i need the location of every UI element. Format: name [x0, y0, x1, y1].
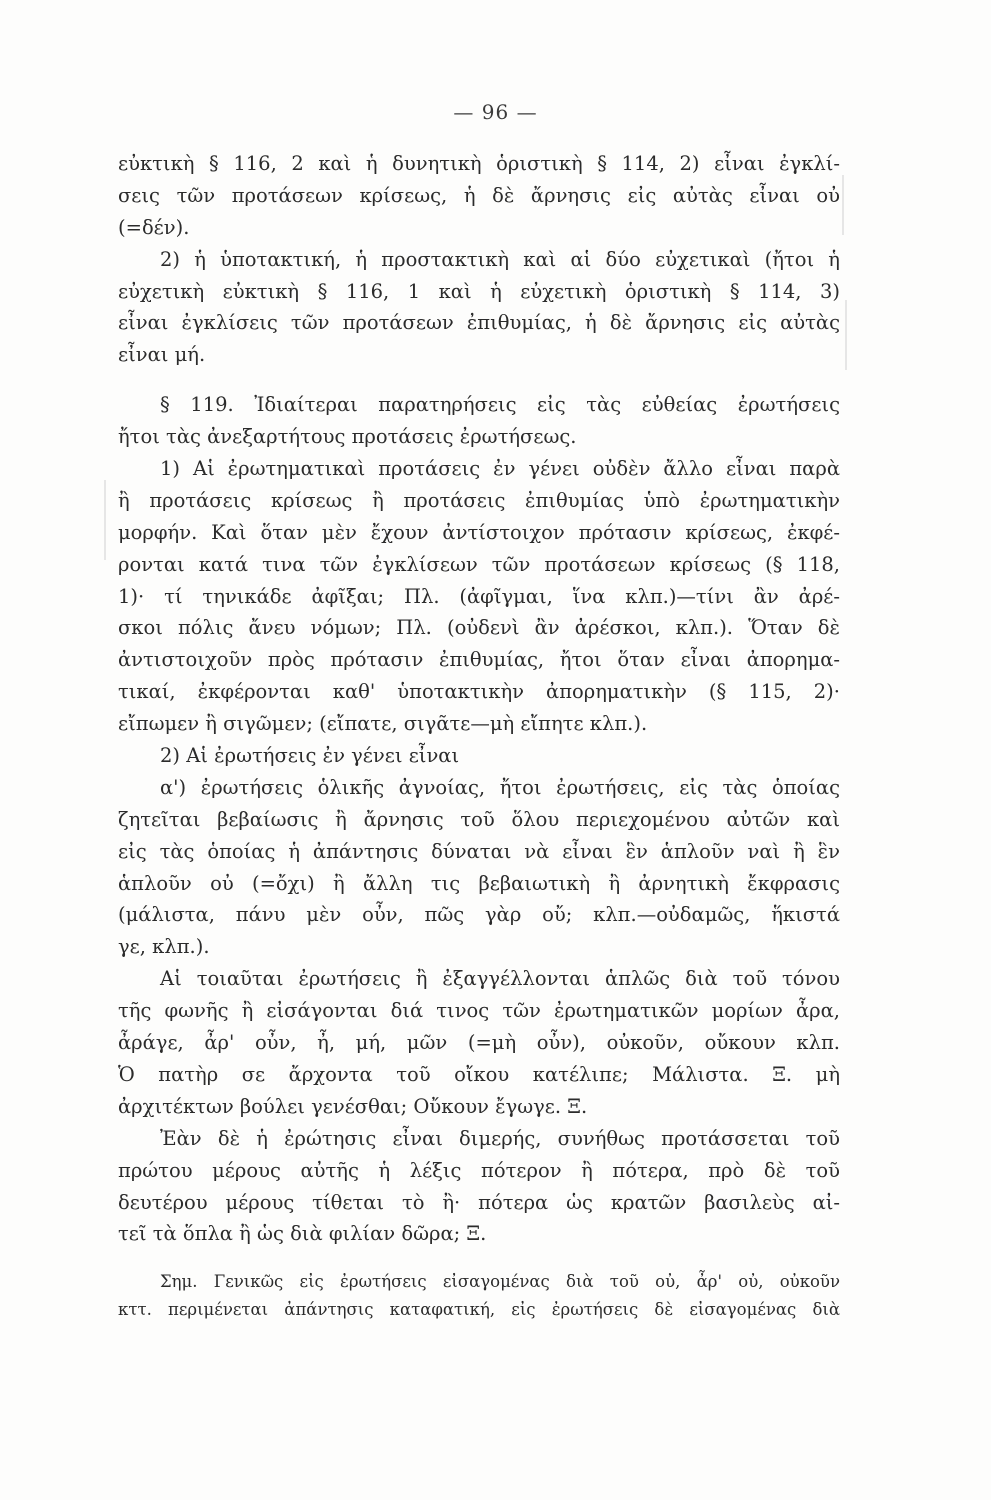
- text-line: πρώτου μέρους αὐτῆς ἡ λέξις πότερον ἢ πότερα, πρὸ δὲ τοῦ: [118, 1158, 840, 1182]
- footnote-line: Σημ. Γενικῶς εἰς ἐρωτήσεις εἰσαγομένας διὰ τοῦ οὐ, ἆρ' οὐ, οὐκοῦν: [160, 1272, 840, 1292]
- text-line: εἴπωμεν ἢ σιγῶμεν; (εἴπατε, σιγᾶτε—μὴ εἴπητε κλπ.).: [118, 712, 648, 736]
- text-line: μορφήν. Καὶ ὅταν μὲν ἔχουν ἀντίστοιχον πρότασιν κρίσεως, ἐκφέ-: [118, 520, 840, 544]
- text-line: 1)· τί τηνικάδε ἀφῖξαι; Πλ. (ἀφῖγμαι, ἵνα κλπ.)—τίνι ἂν ἀρέ-: [118, 584, 840, 608]
- text-line: ρονται κατά τινα τῶν ἐγκλίσεων τῶν προτάσεων κρίσεως (§ 118,: [118, 552, 840, 576]
- text-line: ἢ προτάσεις κρίσεως ἢ προτάσεις ἐπιθυμίας ὑπὸ ἐρωτηματικὴν: [118, 488, 840, 512]
- page-number: — 96 —: [453, 100, 538, 124]
- section-heading: § 119. Ἰδιαίτεραι παρατηρήσεις εἰς τὰς εὐθείας ἐρωτήσεις: [160, 393, 840, 417]
- text-line: ἀρχιτέκτων βούλει γενέσθαι; Οὔκουν ἔγωγε. Ξ.: [118, 1094, 588, 1118]
- footnote-line: κττ. περιμένεται ἀπάντησις καταφατική, εἰς ἐρωτήσεις δὲ εἰσαγομένας διὰ: [118, 1300, 840, 1320]
- text-line: 2) ἡ ὑποτακτική, ἡ προστακτικὴ καὶ αἱ δύο εὐχετικαὶ (ἤτοι ἡ: [160, 247, 840, 271]
- text-line: εὐχετικὴ εὐκτικὴ § 116, 1 καὶ ἡ εὐχετικὴ ὁριστικὴ § 114, 3): [118, 279, 840, 303]
- scan-margin-mark: [104, 480, 106, 560]
- text-line: εἶναι μή.: [118, 343, 206, 367]
- text-line: ἁπλοῦν οὐ (=ὄχι) ἢ ἄλλη τις βεβαιωτικὴ ἢ ἀρνητικὴ ἔκφρασις: [118, 871, 840, 895]
- text-line: δευτέρου μέρους τίθεται τὸ ἢ· πότερα ὡς κρατῶν βασιλεὺς αἰ-: [118, 1190, 840, 1214]
- text-line: ἀντιστοιχοῦν πρὸς πρότασιν ἐπιθυμίας, ἤτοι ὅταν εἶναι ἀπορημα-: [118, 648, 840, 672]
- text-line: τεῖ τὰ ὅπλα ἢ ὡς διὰ φιλίαν δῶρα; Ξ.: [118, 1222, 487, 1246]
- text-line: (μάλιστα, πάνυ μὲν οὖν, πῶς γὰρ οὔ; κλπ.—οὐδαμῶς, ἥκιστά: [118, 903, 840, 927]
- scan-margin-mark: [845, 300, 847, 370]
- text-line: γε, κλπ.).: [118, 935, 210, 959]
- text-line: σεις τῶν προτάσεων κρίσεως, ἡ δὲ ἄρνησις εἰς αὐτὰς εἶναι οὐ: [118, 183, 840, 207]
- text-line: τῆς φωνῆς ἢ εἰσάγονται διά τινος τῶν ἐρωτηματικῶν μορίων ἆρα,: [118, 999, 840, 1023]
- text-line: Ὁ πατὴρ σε ἄρχοντα τοῦ οἴκου κατέλιπε; Μάλιστα. Ξ. μὴ: [118, 1062, 840, 1086]
- scan-margin-mark: [842, 175, 844, 235]
- text-line: ἤτοι τὰς ἀνεξαρτήτους προτάσεις ἐρωτήσεως.: [118, 425, 577, 449]
- text-line: Ἐὰν δὲ ἡ ἐρώτησις εἶναι διμερής, συνήθως προτάσσεται τοῦ: [160, 1126, 840, 1150]
- text-line: τικαί, ἐκφέρονται καθ' ὑποτακτικὴν ἀπορηματικὴν (§ 115, 2)·: [118, 680, 840, 704]
- text-line: 1) Αἱ ἐρωτηματικαὶ προτάσεις ἐν γένει οὐδὲν ἄλλο εἶναι παρὰ: [160, 457, 840, 481]
- text-line: Αἱ τοιαῦται ἐρωτήσεις ἢ ἐξαγγέλλονται ἁπλῶς διὰ τοῦ τόνου: [160, 967, 840, 991]
- text-line: σκοι πόλις ἄνευ νόμων; Πλ. (οὐδενὶ ἂν ἀρέσκοι, κλπ.). Ὅταν δὲ: [118, 616, 840, 640]
- text-line: ἆράγε, ἆρ' οὖν, ἦ, μή, μῶν (=μὴ οὖν), οὐκοῦν, οὔκουν κλπ.: [118, 1031, 840, 1055]
- text-line: εἶναι ἐγκλίσεις τῶν προτάσεων ἐπιθυμίας, ἡ δὲ ἄρνησις εἰς αὐτὰς: [118, 311, 840, 335]
- text-line: (=δέν).: [118, 215, 190, 239]
- body-text: [118, 148, 840, 1324]
- text-line: εἰς τὰς ὁποίας ἡ ἀπάντησις δύναται νὰ εἶναι ἓν ἁπλοῦν ναὶ ἢ ἓν: [118, 839, 840, 863]
- text-line: 2) Αἱ ἐρωτήσεις ἐν γένει εἶναι: [160, 744, 460, 768]
- text-line: α') ἐρωτήσεις ὁλικῆς ἀγνοίας, ἤτοι ἐρωτήσεις, εἰς τὰς ὁποίας: [160, 775, 840, 799]
- text-line: εὐκτικὴ § 116, 2 καὶ ἡ δυνητικὴ ὁριστικὴ § 114, 2) εἶναι ἐγκλί-: [118, 152, 840, 175]
- text-line: ζητεῖται βεβαίωσις ἢ ἄρνησις τοῦ ὅλου περιεχομένου αὐτῶν καὶ: [118, 807, 840, 831]
